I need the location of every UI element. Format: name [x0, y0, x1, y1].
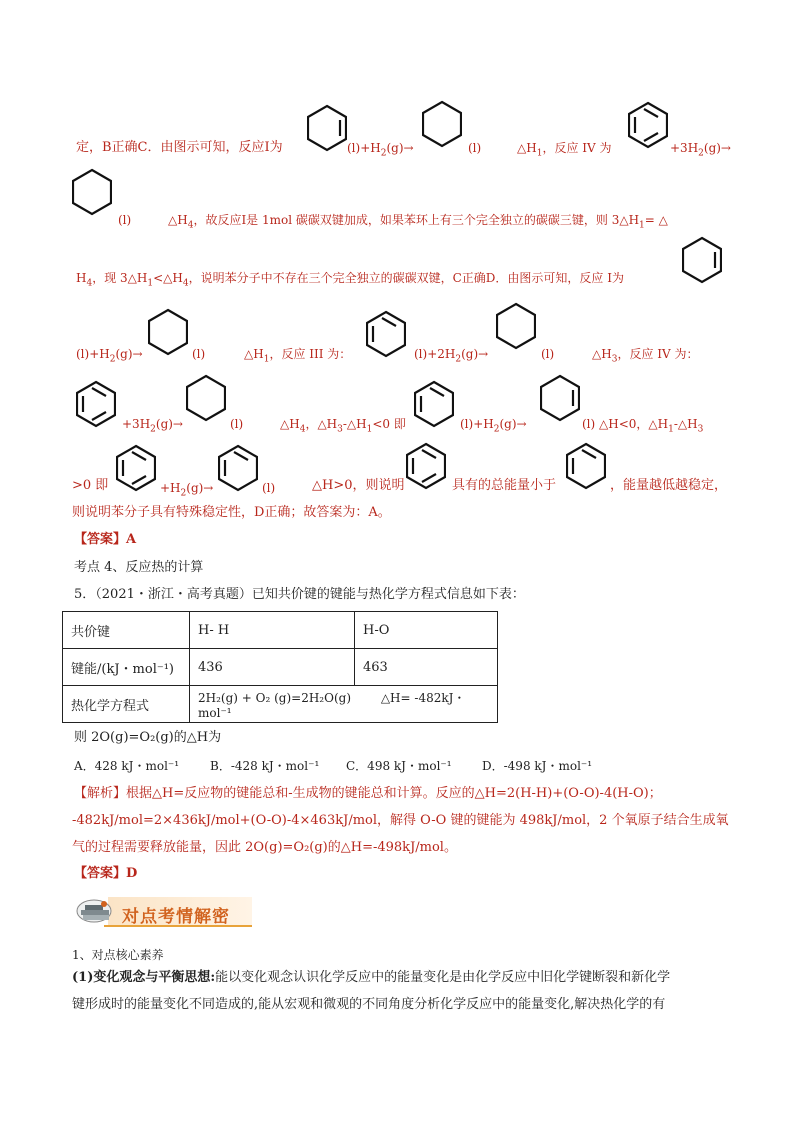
benzene-structure: [406, 442, 446, 490]
reaction-text: $\triangle H_3$，反应 IV 为：: [592, 347, 699, 365]
cyclohexadiene-structure: [566, 442, 606, 490]
text-line: >0 即: [72, 478, 109, 493]
cyclohexadiene-structure: [414, 380, 454, 428]
cyclohexane-structure: [422, 100, 462, 148]
benzene-structure: [76, 380, 116, 428]
reaction-text: $+3H_2(g)\to$: [670, 141, 731, 159]
option-d: D．-498 kJ・mol⁻¹: [482, 759, 593, 773]
table-cell: 2H₂(g) + O₂ (g)=2H₂O(g) △H= -482kJ・mol⁻¹: [190, 686, 498, 723]
reaction-text: (l): [468, 141, 482, 155]
table-cell: 共价键: [63, 612, 190, 649]
reaction-text: (l): [262, 481, 276, 495]
table-cell: 463: [355, 649, 498, 686]
option-c: C．498 kJ・mol⁻¹: [346, 759, 452, 773]
reaction-text: $\triangle H_1$，反应 IV 为: [517, 141, 612, 159]
section-title-banner: [68, 895, 252, 929]
reaction-text: $(l)+H_2(g)\to$: [347, 141, 414, 159]
reaction-text: (l): [118, 213, 132, 227]
reaction-text: $+H_2(g)\to$: [160, 481, 214, 499]
reaction-text: $+3H_2(g)\to$: [122, 417, 183, 435]
option-b: B．-428 kJ・mol⁻¹: [210, 759, 320, 773]
table-cell: 436: [190, 649, 355, 686]
text-line: ，能量越低越稳定，: [610, 478, 728, 493]
cyclohexane-structure: [148, 308, 188, 356]
reaction-text: (l): [541, 347, 555, 361]
cyclohexane-structure: [186, 374, 226, 422]
body-line: (1)变化观念与平衡思想:能以变化观念认识化学反应中的能量变化是由化学反应中旧化学键断裂和新化学: [72, 970, 671, 985]
reaction-text: (l): [192, 347, 206, 361]
cyclohexene-structure: [540, 374, 580, 422]
reaction-text: $\triangle H_4$，$\triangle H_3-\triangle H_1<0$ 即: [280, 417, 406, 435]
benzene-structure: [628, 101, 668, 149]
reaction-text: (l): [230, 417, 244, 431]
bond-energy-table: [62, 611, 498, 723]
text-line: △H>0，则说明: [312, 478, 405, 493]
benzene-structure: [116, 444, 156, 492]
cyclohexane-structure: [496, 302, 536, 350]
table-cell: H- H: [190, 612, 355, 649]
text-line: $H_4$，现 $3\triangle H_1<\triangle H_4$，说明苯分子中不存在三个完全独立的碳碳双键，C正确D．由图示可知，反应 Ⅰ为: [76, 271, 624, 289]
section-title: 对点考情解密: [122, 907, 230, 927]
table-row: [63, 649, 498, 686]
explanation-line: 【解析】根据△H=反应物的键能总和-生成物的键能总和计算。反应的△H=2(H-H)+(O-O)-4(H-O)；: [74, 786, 662, 801]
answer-label: 【答案】D: [74, 866, 138, 881]
explanation-line: 气的过程需要释放能量，因此 2O(g)=O₂(g)的△H=-498kJ/mol。: [72, 840, 457, 855]
answer-label: 【答案】A: [74, 532, 137, 547]
text-line: $\triangle H_4$，故反应Ⅰ是 1mol 碳碳双键加成，如果苯环上有三个完全独立的碳碳三键，则 $3\triangle H_1=$ △: [168, 213, 668, 231]
table-cell: 键能/(kJ・mol⁻¹): [63, 649, 190, 686]
books-icon: [72, 897, 118, 927]
option-a: A．428 kJ・mol⁻¹: [74, 759, 180, 773]
explanation-line: -482kJ/mol=2×436kJ/mol+(O-O)-4×463kJ/mol，解得 O-O 键的键能为 498kJ/mol，2 个氧原子结合生成氧: [72, 813, 729, 828]
text-line: 具有的总能量小于: [452, 478, 557, 493]
reaction-text: $(l)+2H_2(g)\to$: [414, 347, 489, 365]
question-text: 则 2O(g)=O₂(g)的△H为: [74, 730, 222, 745]
reaction-text: $\triangle H_1$，反应 III 为：: [244, 347, 352, 365]
question-stem: 5．（2021・浙江・高考真题）已知共价键的键能与热化学方程式信息如下表：: [74, 587, 525, 602]
reaction-text: $(l)+H_2(g)\to$: [76, 347, 143, 365]
table-cell: H-O: [355, 612, 498, 649]
text-line: 则说明苯分子具有特殊稳定性，D正确；故答案为：A。: [72, 505, 391, 520]
cyclohexadiene-structure: [366, 310, 406, 358]
cyclohexadiene-structure: [218, 444, 258, 492]
section-heading: 考点 4、反应热的计算: [74, 560, 204, 575]
reaction-text: $(l)+H_2(g)\to$: [460, 417, 527, 435]
body-line: 键形成时的能量变化不同造成的,能从宏观和微观的不同角度分析化学反应中的能量变化,解决热化学的有: [72, 997, 666, 1012]
subsection-heading: 1、对点核心素养: [72, 948, 164, 962]
cyclohexene-structure: [307, 104, 347, 152]
cyclohexene-structure: [682, 236, 722, 284]
table-cell: 热化学方程式: [63, 686, 190, 723]
cyclohexane-structure: [72, 168, 112, 216]
text-line: 定，B正确C．由图示可知，反应Ⅰ为: [76, 140, 283, 155]
reaction-text: (l) △H<0，$\triangle H_1-\triangle H_3$: [582, 417, 704, 435]
table-row: [63, 612, 498, 649]
table-row: [63, 686, 498, 723]
